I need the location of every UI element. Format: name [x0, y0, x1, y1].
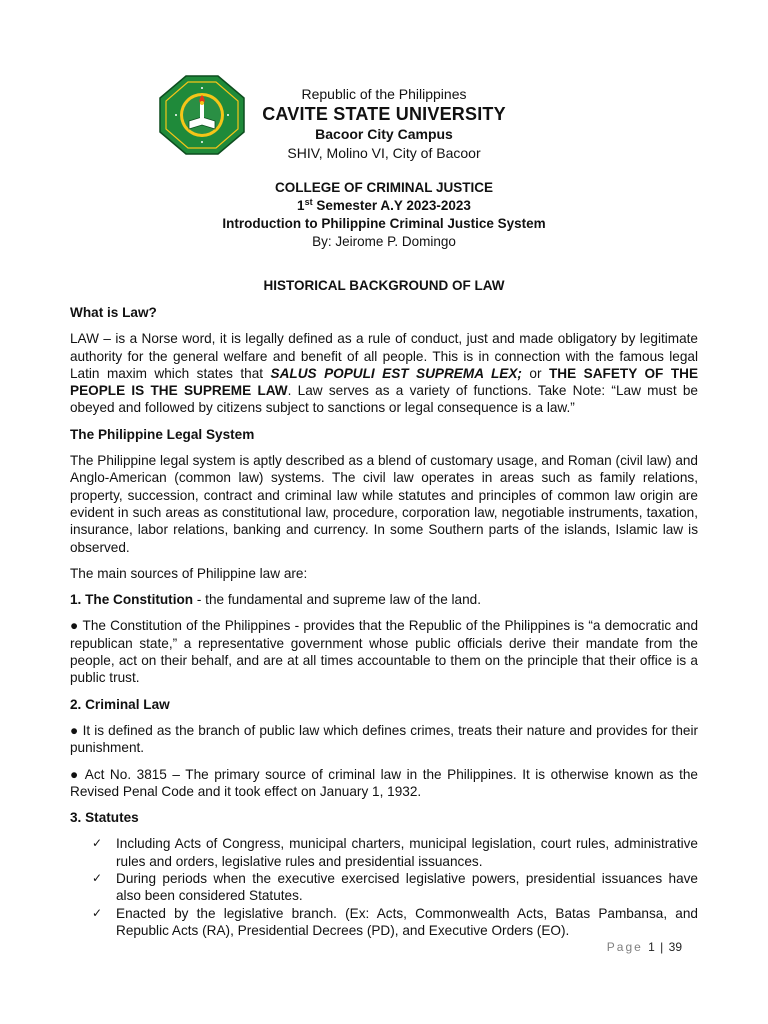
page-footer — [607, 940, 682, 954]
list-item — [70, 870, 698, 905]
criminal-law-bullet-2: ● Act No. 3815 – The primary source of criminal law in the Philippines. It is otherwise known as the Revised Penal Code and it took effect on January 1, 1932. — [70, 766, 698, 799]
constitution-heading: 1. The Constitution — [70, 592, 194, 608]
constitution-line — [70, 591, 698, 608]
legal-system-heading: The Philippine Legal System — [70, 426, 255, 442]
page-number: 1 — [648, 940, 655, 954]
campus-name: Bacoor City Campus — [315, 126, 453, 142]
what-is-law-paragraph — [70, 330, 698, 416]
course-title: Introduction to Philippine Criminal Justice System — [222, 216, 546, 231]
list-item — [70, 835, 698, 870]
document-title: HISTORICAL BACKGROUND OF LAW — [263, 278, 505, 293]
statutes-list — [70, 835, 698, 939]
semester-rest: Semester A.Y 2023-2023 — [312, 198, 471, 213]
checkmark-icon: ✓ — [92, 871, 103, 886]
republic-line: Republic of the Philippines — [301, 86, 467, 102]
list-item — [70, 905, 698, 940]
semester-line — [0, 198, 768, 213]
sources-intro: The main sources of Philippine law are: — [70, 565, 308, 581]
statute-item-text: Including Acts of Congress, municipal charters, municipal legislation, court rules, administrative rules and orders, legislative rules and presidential issuances. — [116, 836, 698, 869]
legal-system-paragraph: The Philippine legal system is aptly described as a blend of customary usage, and Roman (civil law) and Anglo-American (common law) systems. The civil law operates in areas such as family relations, property, succession, contract and criminal law while statutes and principles of common law origin are evident in such areas as constitutional law, procedure, corporation law, negotiable instruments, taxation, insurance, labor relations, banking and currency. In some Southern parts of the islands, Islamic law is observed. — [70, 453, 698, 555]
statute-item-text: During periods when the executive exercised legislative powers, presidential issuances have also been considered Statutes. — [116, 871, 698, 904]
document-body — [70, 304, 698, 939]
what-is-law-heading: What is Law? — [70, 305, 157, 320]
latin-maxim: SALUS POPULI EST SUPREMA LEX; — [270, 365, 522, 381]
page-separator: | — [660, 940, 664, 954]
or-connector: or — [521, 365, 549, 381]
college-name: COLLEGE OF CRIMINAL JUSTICE — [274, 180, 493, 195]
author-line: By: Jeirome P. Domingo — [312, 234, 456, 249]
total-pages: 39 — [668, 940, 682, 954]
campus-address: SHIV, Molino VI, City of Bacoor — [287, 145, 481, 161]
semester-number: 1 — [297, 198, 305, 213]
checkmark-icon: ✓ — [92, 905, 103, 920]
constitution-bullet: ● The Constitution of the Philippines - provides that the Republic of the Philippines is “a democratic and republican state,” a representative government whose public officials derive their mandate from the people, act on their behalf, and are at all times accountable to them on the principle that their office is a public trust. — [70, 618, 698, 686]
criminal-law-heading: 2. Criminal Law — [70, 696, 170, 712]
page-label: Page — [606, 940, 643, 954]
university-name: CAVITE STATE UNIVERSITY — [262, 104, 506, 124]
statutes-heading: 3. Statutes — [70, 810, 139, 826]
maxim-translation: THE SAFETY OF THE PEOPLE IS THE SUPREME LAW — [70, 365, 699, 399]
statute-item-text: Enacted by the legislative branch. (Ex: Acts, Commonwealth Acts, Batas Pambansa, and Republic Acts (RA), Presidential Decrees (PD), and Executive Orders (EO). — [116, 905, 698, 938]
semester-suffix: st — [304, 197, 313, 207]
constitution-description: - the fundamental and supreme law of the land. — [193, 592, 482, 608]
criminal-law-bullet-1: ● It is defined as the branch of public law which defines crimes, treats their nature and provides for their punishment. — [70, 722, 698, 756]
checkmark-icon: ✓ — [92, 836, 103, 851]
law-definition-text: LAW – is a Norse word, it is legally defined as a rule of conduct, just and made obligatory by legitimate authority for the general welfare and benefit of all people. This is in connection with the famous legal Latin maxim which states that — [70, 331, 698, 381]
law-functions-text: . Law serves as a variety of functions. Take Note: “Law must be obeyed and followed by citizens subject to sanctions or legal consequence is a law.” — [70, 383, 698, 416]
